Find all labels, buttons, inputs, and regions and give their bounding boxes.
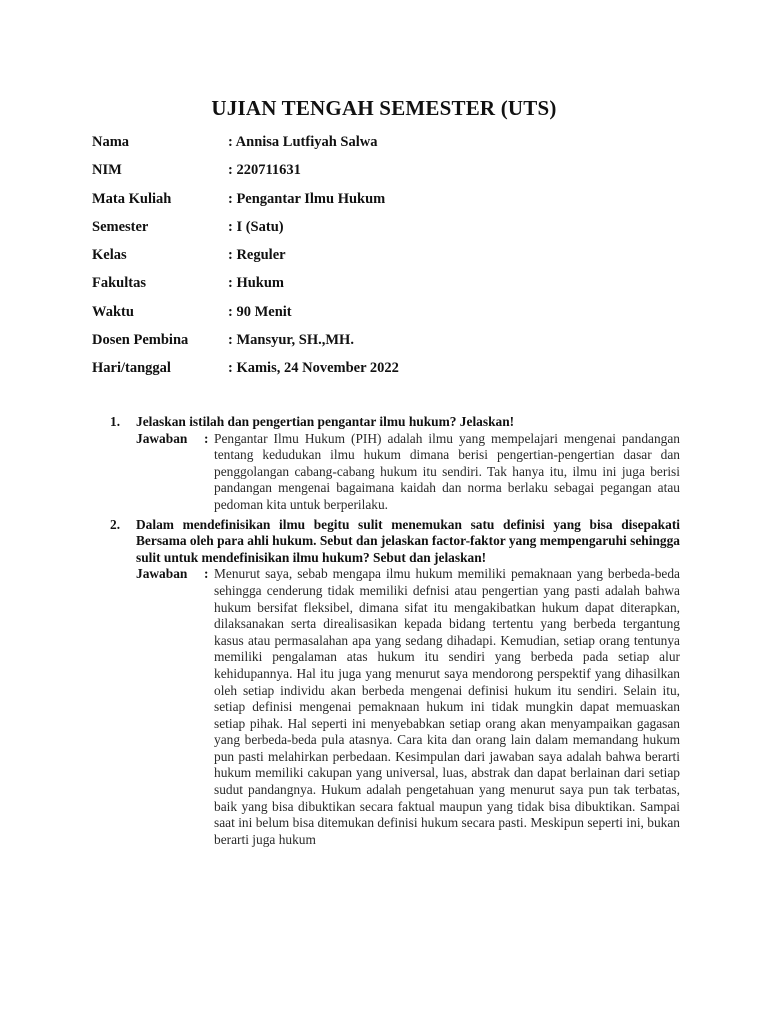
info-row-waktu bbox=[92, 301, 692, 329]
document-title: UJIAN TENGAH SEMESTER (UTS) bbox=[211, 96, 557, 120]
question-text: Jelaskan istilah dan pengertian pengantar ilmu hukum? Jelaskan! bbox=[136, 414, 515, 429]
info-value: : Kamis, 24 November 2022 bbox=[228, 360, 399, 377]
info-value: : 220711631 bbox=[228, 162, 301, 179]
info-value: : I (Satu) bbox=[228, 218, 284, 235]
question-item-2 bbox=[110, 517, 680, 849]
question-number: 1. bbox=[110, 414, 121, 429]
question-body bbox=[136, 517, 680, 849]
info-row-kelas bbox=[92, 244, 692, 272]
info-value: : 90 Menit bbox=[228, 303, 292, 320]
info-label: Waktu bbox=[92, 303, 134, 320]
answer-text: Menurut saya, sebab mengapa ilmu hukum memiliki pemaknaan yang berbeda-beda sehingga cenderung tidak memiliki defnisi atau pengertian yang pasti adalah bahwa hukum bersifat fleksibel, dimana sifat itu mengakibatkan hukum dapat diterapkan, dilaksanakan serta direalisasikan kepada bidang tertentu yang berbeda tergantung kasus atau permasalahan apa yang sedang dihadapi. Kemudian, setiap orang tentunya memiliki pengalaman atas hukum itu sendiri yang berbeda pada setiap alur kehidupannya. Hal itu juga yang menurut saya mendorong perspektif yang dihasilkan oleh setiap individu akan berbeda mengenai definisi hukum itu sendiri. Selain itu, setiap definisi mengenai pemaknaan hukum ini tidak mungkin dapat memuaskan setiap pihak. Hal seperti ini menyebabkan setiap orang akan menyampaikan gagasan yang berbeda-beda pula atasnya. Cara kita dan orang lain dalam memandang hukum pun pasti melahirkan perbedaan. Kesimpulan dari jawaban saya adalah bahwa berarti hukum memiliki cakupan yang universal, luas, abstrak dan dapat berlainan dari setiap sudut pandangnya. Hukum adalah pengetahuan yang menurut saya pun tak terbatas, baik yang bisa dibuktikan secara faktual maupun yang tidak bisa dibuktikan. Sampai saat ini belum bisa ditemukan definisi hukum secara pasti. Meskipun seperti ini, bukan berarti juga hukum bbox=[214, 566, 680, 847]
question-list bbox=[110, 414, 680, 848]
info-label: Fakultas bbox=[92, 275, 146, 292]
question-number: 2. bbox=[110, 516, 121, 532]
answer-colon: : bbox=[204, 566, 209, 582]
answer-text: Pengantar Ilmu Hukum (PIH) adalah ilmu yang mempelajari mengenai pandangan tentang kedudukan ilmu hukum dimana berisi pengertian-pengertian dasar dan penggolangan cabang-cabang hukum itu sendiri. Tak hanya itu, ilmu ini juga berisi pandangan mengenai bagaimana kaidah dan norma berlaku sebagai pegangan atau pedoman kita untuk berperilaku. bbox=[214, 430, 680, 512]
info-value: : Pengantar Ilmu Hukum bbox=[228, 190, 386, 207]
info-value: : Annisa Lutfiyah Salwa bbox=[228, 134, 378, 150]
question-item-1 bbox=[110, 414, 680, 514]
answer-colon: : bbox=[204, 430, 209, 446]
info-label: Nama bbox=[92, 134, 130, 150]
info-label: Dosen Pembina bbox=[92, 332, 189, 349]
info-label: Mata Kuliah bbox=[92, 190, 172, 207]
answer-label: Jawaban bbox=[136, 430, 188, 446]
info-row-dosen-pembina bbox=[92, 329, 692, 357]
info-label: Hari/tanggal bbox=[92, 360, 171, 377]
info-row-semester bbox=[92, 216, 692, 244]
info-row-mata-kuliah bbox=[92, 188, 692, 216]
answer-block bbox=[136, 431, 680, 514]
answer-block bbox=[136, 566, 680, 848]
info-value: : Mansyur, SH.,MH. bbox=[228, 332, 354, 349]
info-value: : Hukum bbox=[228, 275, 285, 292]
student-info-table bbox=[92, 131, 692, 386]
info-row-fakultas bbox=[92, 272, 692, 300]
info-label: Kelas bbox=[92, 247, 127, 264]
info-label: NIM bbox=[92, 162, 122, 179]
question-text: Dalam mendefinisikan ilmu begitu sulit menemukan satu definisi yang bisa disepakati Bersama oleh para ahli hukum. Sebut dan jelaskan factor-faktor yang mempengaruhi sehingga sulit untuk mendefinisikan ilmu hukum? Sebut dan jelaskan! bbox=[136, 516, 680, 565]
answer-label: Jawaban bbox=[136, 566, 188, 582]
info-label: Semester bbox=[92, 218, 149, 235]
question-body bbox=[136, 414, 680, 514]
info-row-nim bbox=[92, 159, 692, 187]
info-value: : Reguler bbox=[228, 247, 286, 264]
info-row-hari-tanggal bbox=[92, 357, 692, 385]
info-row-nama bbox=[92, 131, 692, 159]
